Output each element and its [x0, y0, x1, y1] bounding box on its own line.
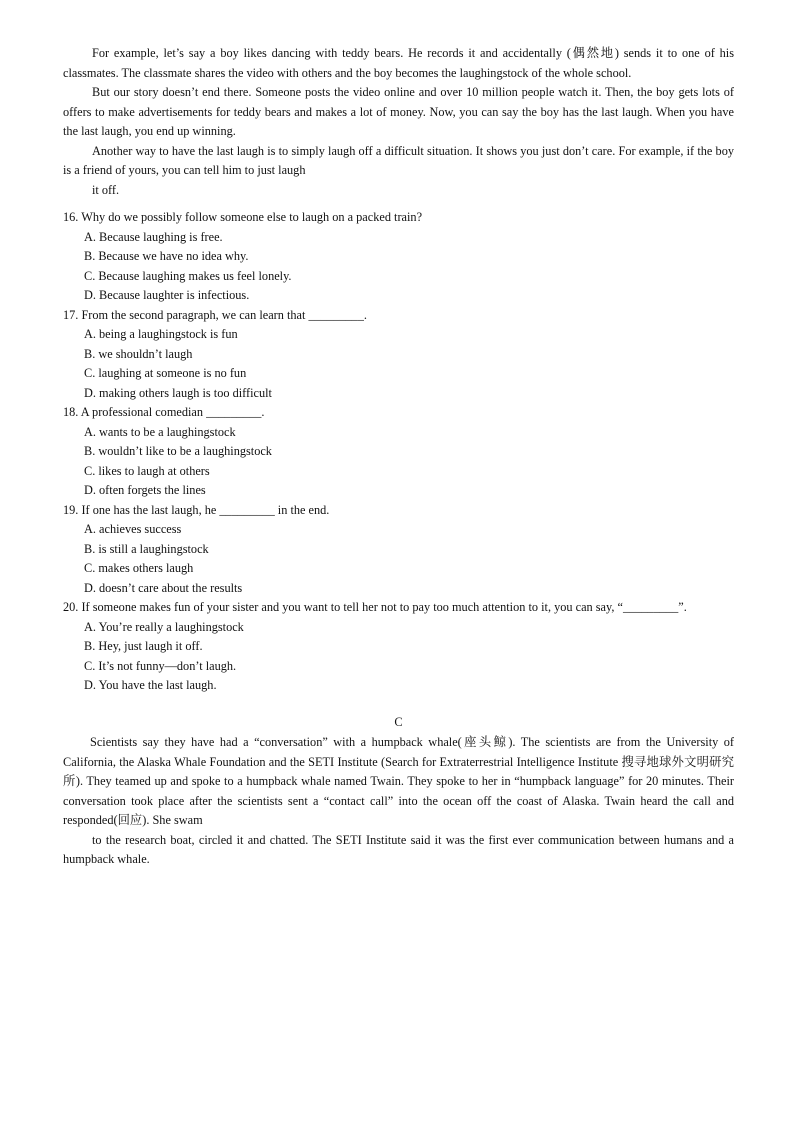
passage-b-paragraph-3-continuation: it off. [92, 182, 120, 197]
passage-b-paragraph-1: For example, let’s say a boy likes dancing with teddy bears. He records it and accidentally (偶然地) sends it to one of his classmates. The classmate shares the video with others and the boy becomes the laughingstock of the whole school. [63, 46, 734, 80]
passage-b-paragraph-2: But our story doesn’t end there. Someone posts the video online and over 10 million people watch it. Then, the boy gets lots of offers to make advertisements for teddy bears and makes a lot of money. Now, you can say the boy has the last laugh. When you have the last laugh, you end up winning. [63, 85, 734, 138]
passage-c [63, 733, 734, 870]
question-stem: 19. If one has the last laugh, he _________ in the end. [63, 502, 330, 517]
answer-option: D. doesn’t care about the results [84, 580, 243, 595]
question-19 [63, 501, 734, 599]
document-page [63, 44, 734, 870]
question-stem: 16. Why do we possibly follow someone else to laugh on a packed train? [63, 210, 423, 224]
answer-option: B. is still a laughingstock [84, 541, 209, 556]
question-stem: 18. A professional comedian _________. [63, 405, 265, 419]
question-list [63, 208, 734, 696]
answer-option: B. wouldn’t like to be a laughingstock [84, 444, 272, 458]
answer-option: A. You’re really a laughingstock [84, 619, 244, 634]
question-18 [63, 403, 734, 501]
question-17 [63, 306, 734, 404]
passage-c-paragraph-2: to the research boat, circled it and chatted. The SETI Institute said it was the first ever communication between humans and a humpback whale. [63, 832, 734, 866]
answer-option: B. Hey, just laugh it off. [84, 639, 203, 653]
answer-option: C. It’s not funny—don’t laugh. [84, 658, 237, 673]
answer-option: D. often forgets the lines [84, 483, 206, 497]
answer-option: A. achieves success [84, 522, 182, 536]
passage-b-paragraph-3: Another way to have the last laugh is to simply laugh off a difficult situation. It shows you just don’t care. For example, if the boy is a friend of yours, you can tell him to just laugh [63, 143, 734, 177]
answer-option: B. Because we have no idea why. [84, 249, 249, 263]
question-stem: 20. If someone makes fun of your sister and you want to tell her not to pay too much attention to it, you can say, “_________”. [63, 600, 687, 614]
passage-c-paragraph-1: Scientists say they have had a “conversation” with a humpback whale(座头鲸). The scientists are from the University of California, the Alaska Whale Foundation and the SETI Institute (Search for Extraterrestrial Intelligence Institute 搜寻地球外文明研究所). They teamed up and spoke to a humpback whale named Twain. They spoke to her in “humpback language” for 20 minutes. Their conversation took place after the scientists sent a “contact call” into the ocean off the coast of Alaska. Twain heard the call and responded(回应). She swam [63, 735, 734, 827]
answer-option: C. likes to laugh at others [84, 463, 210, 478]
answer-option: C. makes others laugh [84, 561, 194, 575]
answer-option: B. we shouldn’t laugh [84, 346, 193, 361]
question-16 [63, 208, 734, 306]
answer-option: D. making others laugh is too difficult [84, 385, 272, 400]
answer-option: D. You have the last laugh. [84, 678, 217, 692]
answer-option: A. Because laughing is free. [84, 229, 223, 244]
answer-option: A. wants to be a laughingstock [84, 424, 236, 439]
answer-option: A. being a laughingstock is fun [84, 327, 238, 341]
question-stem: 17. From the second paragraph, we can learn that _________. [63, 307, 367, 322]
section-heading: C [394, 714, 403, 729]
question-20 [63, 598, 734, 696]
answer-option: C. laughing at someone is no fun [84, 366, 247, 380]
passage-b [63, 44, 734, 200]
answer-option: C. Because laughing makes us feel lonely. [84, 268, 292, 283]
answer-option: D. Because laughter is infectious. [84, 288, 250, 302]
